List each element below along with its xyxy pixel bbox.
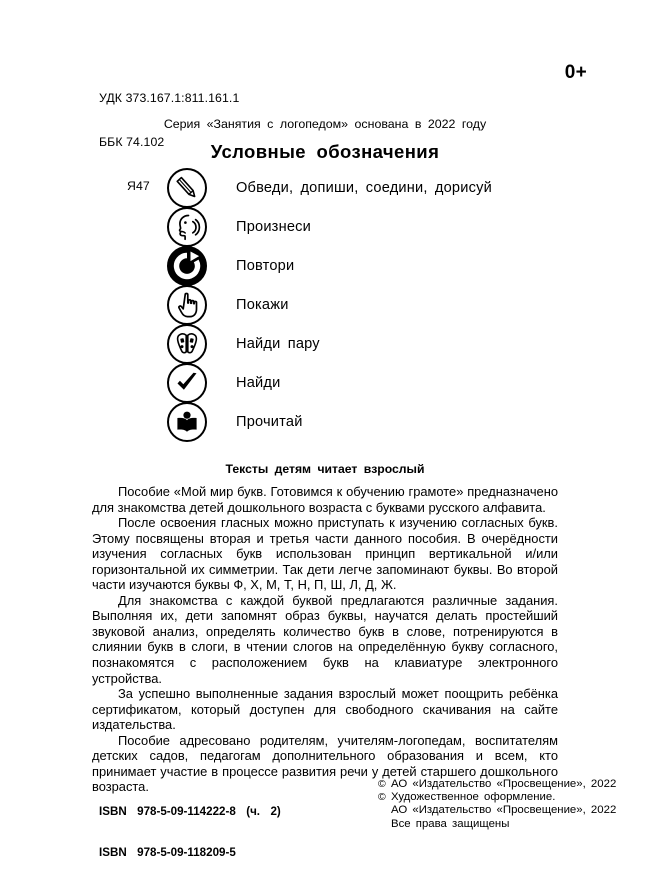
butterfly-pair-icon [166,323,208,365]
copyright-icon: © [378,791,386,804]
legend-item-draw [166,168,586,207]
legend-label: Прочитай [236,413,303,430]
copyright-line-design [378,791,648,804]
isbn-full: ISBN 978-5-09-118209-5 [99,845,236,859]
legend-label: Обведи, допиши, соедини, дорисуй [236,179,492,196]
legend-item-pronounce [166,207,586,246]
copyright-design-publisher: АО «Издательство «Просвещение», 2022 [391,804,617,817]
legend-list [166,168,586,441]
legend-item-show [166,285,586,324]
isbn-block [99,778,281,887]
legend-label: Повтори [236,257,295,274]
legend-label: Найди пару [236,335,320,352]
repeat-arrow-icon [166,245,208,287]
checkmark-icon [166,362,208,404]
paragraph: Для знакомства с каждой буквой предлагаются различные задания. Выполняя их, дети запомнят образ буквы, научатся делать простейший звуковой анализ, определять количество букв в слове, потренируются в слиянии букв в слоги, в чтении слогов на определённую букву согласного, познакомятся с расположением букв на клавиатуре электронного устройства. [92,592,558,686]
legend-label: Произнеси [236,218,311,235]
copyright-icon: © [378,778,386,790]
bbk-code: ББК 74.102 [99,134,165,149]
shelf-code: Я47 [127,178,150,193]
paragraph: Пособие адресовано родителям, учителям-логопедам, воспитателям детских садов, педагогам дополнительного образования и всем, кто принимает участие в процессе развития речи у детей старшего дошкольного возраста. [92,732,558,795]
copyright-design: Художественное оформление. [391,791,556,804]
legend-item-find [166,363,586,402]
series-line: Серия «Занятия с логопедом» основана в 2022 году [163,117,487,131]
copyright-block [378,778,648,831]
legend-item-repeat [166,246,586,285]
paragraph: Пособие «Мой мир букв. Готовимся к обучению грамоте» предназначено для знакомства детей дошкольного возраста с буквами русского алфавита. [92,484,558,515]
udk-code: УДК 373.167.1:811.161.1 [99,91,240,106]
legend-label: Найди [236,374,281,391]
read-aloud-note: Тексты детям читает взрослый [225,462,425,476]
pointing-hand-icon [166,284,208,326]
isbn-part-2: ISBN 978-5-09-114222-8 (ч. 2) [99,805,281,819]
open-book-icon [166,401,208,443]
age-rating-badge: 0+ [564,62,587,83]
rights-reserved: Все права защищены [391,817,510,830]
copyright-publisher: АО «Издательство «Просвещение», 2022 [391,778,617,790]
annotation-text [92,484,558,795]
page-title: Условные обозначения [210,141,440,162]
pencil-icon [166,167,208,209]
paragraph: За успешно выполненные задания взрослый может поощрить ребёнка сертификатом, который доступен для свободного скачивания на сайте издательства. [92,686,558,733]
legend-item-read [166,402,586,441]
legend-label: Покажи [236,296,289,313]
speaking-face-icon [166,206,208,248]
paragraph: После освоения гласных можно приступать к изучению согласных букв. Этому посвящены вторая и третья части данного пособия. В очерёдности изучения согласных букв использован принцип вертикальной и/или горизонтальной их симметрии. Так дети легче запоминают буквы. Во второй части изучаются буквы Ф, Х, М, Т, Н, П, Ш, Л, Д, Ж. [92,515,558,593]
copyright-line-publisher [378,778,648,791]
legend-item-find-pair [166,324,586,363]
